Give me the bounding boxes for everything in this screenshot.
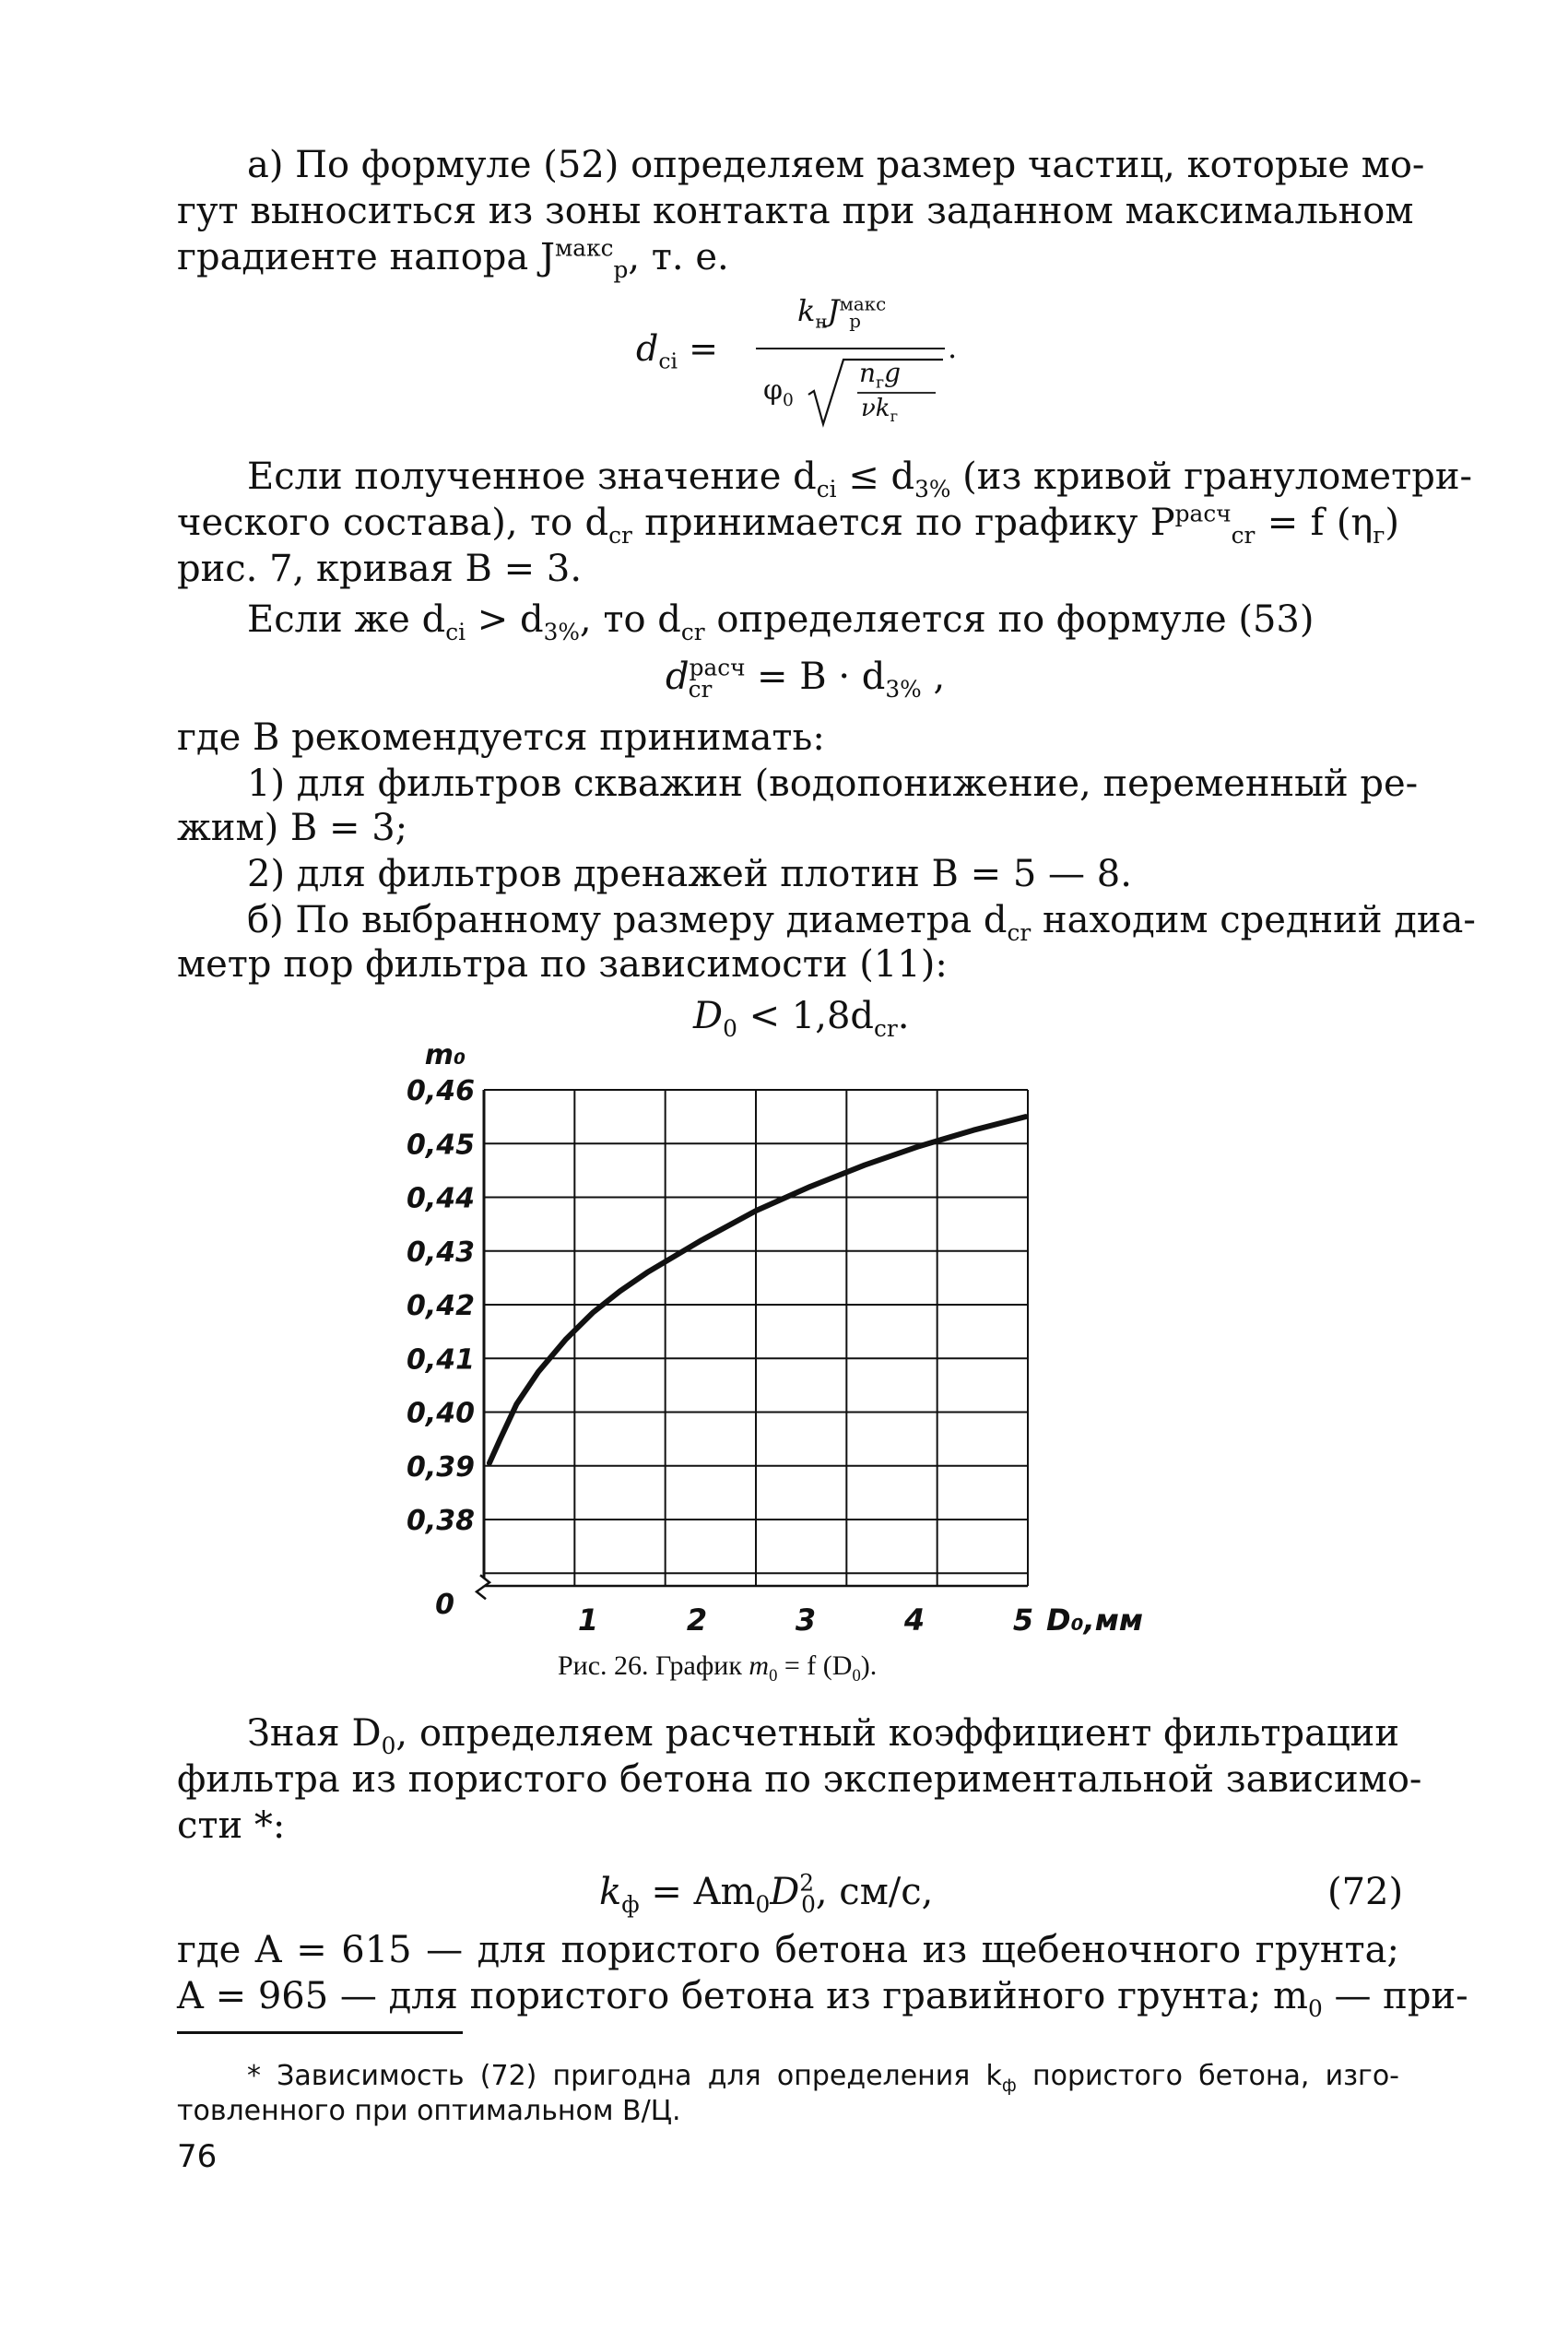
para5-line-1: где A = 615 — для пористого бетона из щебеночного грунта; (177, 1929, 1399, 1971)
para4-line-1: Зная $D_0$, определяем расчетный коэффициент фильтрации (247, 1712, 1399, 1759)
y-tick-label: 0,42 (406, 1290, 475, 1322)
y-tick-label: 0,43 (406, 1236, 475, 1269)
page-number: 76 (177, 2138, 218, 2175)
para2-line-3: рис. 7, кривая B = 3. (177, 548, 583, 590)
footnote-line-1: * Зависимость (72) пригодна для определения $k_ф$ пористого бетона, изго- (247, 2060, 1399, 2096)
y-tick-label: 0,38 (406, 1505, 475, 1537)
y-tick-label: 0,44 (406, 1182, 475, 1215)
list-item-1-line-2: жим) B = 3; (177, 807, 408, 849)
fraction-bar (756, 348, 945, 349)
y-tick-label: 0,41 (406, 1343, 475, 1377)
intro-line-1: а) По формуле (52) определяем размер частиц, которые мо- (247, 144, 1425, 186)
list-item-2: 2) для фильтров дренажей плотин B = 5 — 8. (247, 853, 1132, 895)
para5-line-2: A = 965 — для пористого бетона из гравийного грунта; $m_0$ — при- (177, 1975, 1468, 2022)
x-tick-label: 2 (686, 1603, 708, 1638)
intro-line-3: градиенте напора $J^{макс}_р$, т. е. (177, 234, 729, 283)
series-curve-m0 (489, 1117, 1026, 1463)
formula-d0: $D_0 < 1,8d_{cr}$. (693, 995, 910, 1042)
list-head: где B рекомендуется принимать: (177, 716, 825, 759)
y-tick-label: 0,46 (406, 1075, 475, 1107)
list-item-1-line-1: 1) для фильтров скважин (водопонижение, переменный ре- (247, 763, 1419, 805)
chart-m0-vs-d0 (387, 1033, 1180, 1641)
y-tick-label: 0,39 (406, 1450, 475, 1484)
figure-caption: Рис. 26. График $m_0 = f$ $(D_0)$. (558, 1650, 878, 1685)
x-tick-label: 1 (577, 1603, 599, 1638)
y-tick-label: 0,45 (406, 1129, 475, 1162)
x-tick-label: 4 (903, 1603, 925, 1638)
para4-line-2: фильтра из пористого бетона по экспериментальной зависимо- (177, 1758, 1422, 1801)
y-axis-label: m₀ (424, 1039, 466, 1071)
x-tick-label: 5 (1012, 1603, 1034, 1638)
formula-kf: $k_ф = Am_0D^2_0$, см/с, (599, 1869, 934, 1918)
para2-line-2: ческого состава), то $d_{cr}$ принимается по графику $P^{расч}_{cr} = f$ $(\eta_г)$ (177, 500, 1400, 549)
list-b-line-2: метр пор фильтра по зависимости (11): (177, 943, 948, 986)
para4-line-3: сти *: (177, 1804, 286, 1847)
origin-label: 0 (435, 1589, 454, 1621)
para3-line: Если же $d_{ci} > d_{3\%}$, то $d_{cr}$ определяется по формуле (53) (247, 598, 1315, 645)
para2-line-1: Если полученное значение $d_{ci} \le d_{3\%}$ (из кривой гранулометри- (247, 455, 1473, 503)
x-tick-label: 3 (795, 1603, 817, 1638)
formula-dci: $d_{ci}$ = $k_нJ^{макс}_р$ . $\varphi_0$ $n_гg$ $\nu k_г$ (636, 293, 968, 422)
footnote-rule (177, 2031, 463, 2034)
intro-line-2: гут выноситься из зоны контакта при заданном максимальном (177, 190, 1414, 232)
footnote-line-2: товленного при оптимальном В/Ц. (177, 2095, 681, 2127)
equation-number: (72) (1327, 1871, 1404, 1913)
list-b-line-1: б) По выбранному размеру диаметра $d_{cr}$ находим средний диа- (247, 899, 1476, 946)
formula-dcr-calc: $d^{расч}_{cr} = B \cdot d_{3\%}$ , (666, 654, 946, 703)
x-axis-label: D₀,мм (1046, 1603, 1144, 1638)
y-tick-label: 0,40 (406, 1397, 475, 1430)
